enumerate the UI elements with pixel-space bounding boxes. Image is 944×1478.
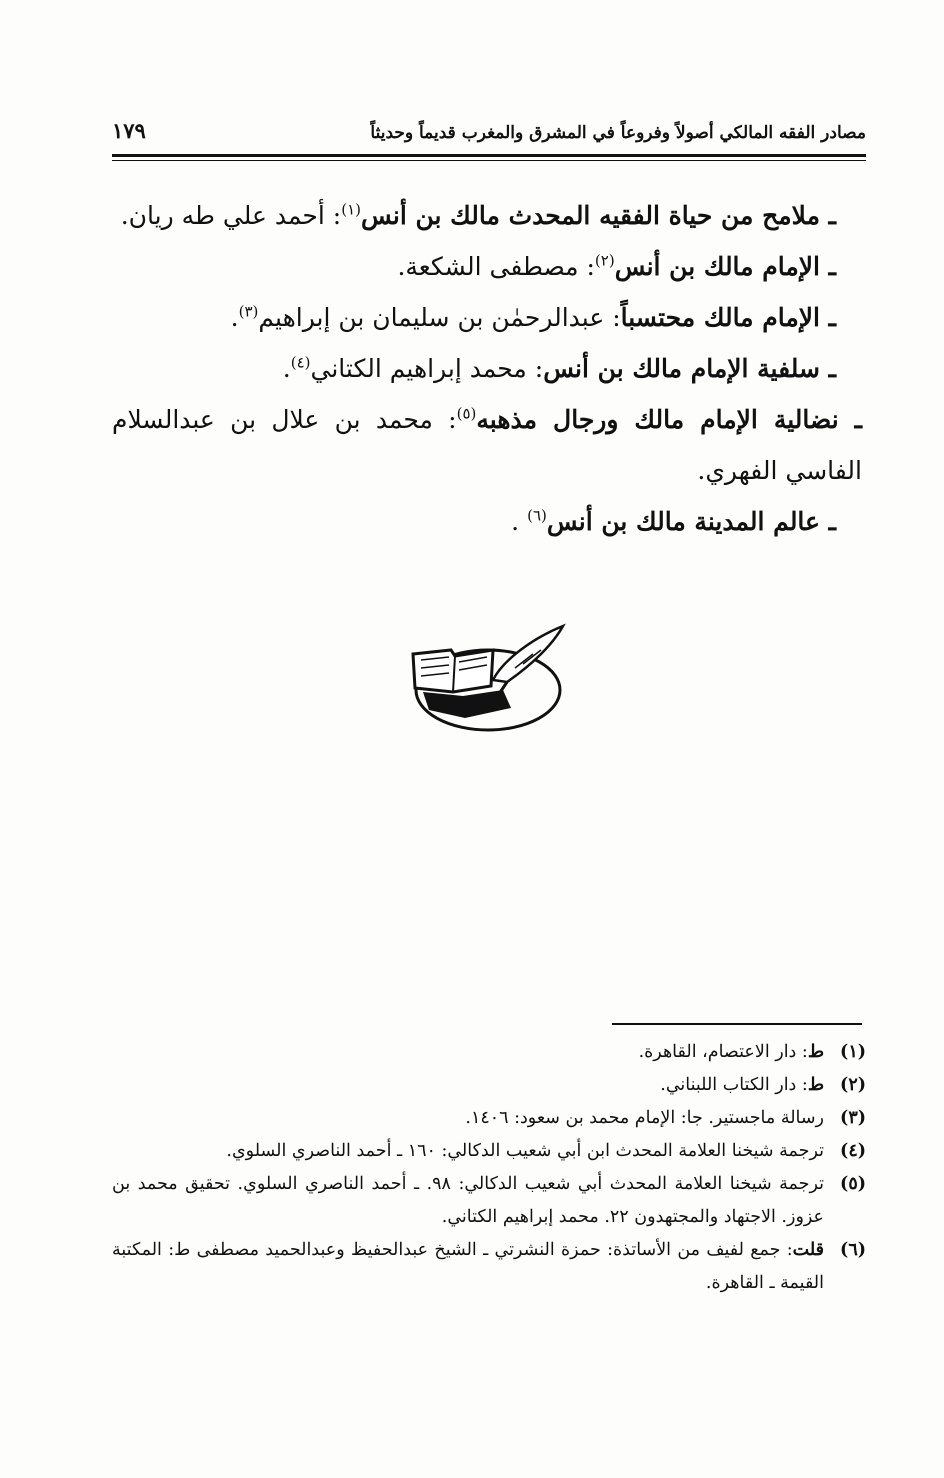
footnote xyxy=(112,1036,866,1069)
entry-title: ـ الإمام مالك محتسباً xyxy=(620,303,836,332)
footnote-text: رسالة ماجستير. جا: الإمام محمد بن سعود: ١٤٠٦. xyxy=(465,1108,824,1128)
footnote-text: ترجمة شيخنا العلامة المحدث أبي شعيب الدكالي: ٩٨. ـ أحمد الناصري السلوي. تحقيق محمد بن عزوز. الاجتهاد والمجتهدون ٢٢. محمد إبراهيم الكتاني. xyxy=(112,1174,824,1227)
open-book-quill-icon xyxy=(403,620,573,740)
footnotes xyxy=(112,1036,866,1300)
footnote-number: (١) xyxy=(840,1042,866,1062)
footnote-label: ط xyxy=(807,1075,824,1095)
footnote xyxy=(112,1135,866,1168)
list-item xyxy=(112,190,862,241)
list-item xyxy=(112,241,862,292)
footnote xyxy=(112,1234,866,1300)
entry-author: : مصطفى الشكعة. xyxy=(397,252,595,281)
footnote-number: (٣) xyxy=(840,1108,866,1128)
footnote-number: (٢) xyxy=(840,1075,866,1095)
entry-author: : أحمد علي طه ريان. xyxy=(120,201,342,230)
footnote-text: ترجمة شيخنا العلامة المحدث ابن أبي شعيب الدكالي: ١٦٠ ـ أحمد الناصري السلوي. xyxy=(226,1141,824,1161)
entry-author: : عبدالرحمٰن بن سليمان بن إبراهيم xyxy=(258,303,621,332)
entry-author: : محمد إبراهيم الكتاني xyxy=(310,354,544,383)
footnote-text: : جمع لفيف من الأساتذة: حمزة النشرتي ـ الشيخ عبدالحفيظ وعبدالحميد مصطفى ط: المكتبة القيمة ـ القاهرة. xyxy=(112,1240,824,1293)
footnote-text: : دار الاعتصام، القاهرة. xyxy=(638,1042,808,1062)
footnote-text: : دار الكتاب اللبناني. xyxy=(660,1075,808,1095)
header-rule-thin xyxy=(112,160,866,161)
footnote-number: (٦) xyxy=(840,1240,866,1260)
entry-title: ـ ملامح من حياة الفقيه المحدث مالك بن أنس xyxy=(361,201,836,230)
entry-author: : محمد بن علال بن عبدالسلام الفاسي الفهري. xyxy=(112,405,862,485)
footnote-ref: (٥) xyxy=(456,404,477,423)
footnote-label: ط xyxy=(807,1042,824,1062)
footnote-ref: (٤) xyxy=(290,353,311,372)
list-item xyxy=(112,343,862,394)
footnote-ref: (١) xyxy=(341,200,361,219)
footnote-ref: (٦) xyxy=(527,506,547,525)
entry-end: . xyxy=(282,354,291,383)
bibliography-list xyxy=(112,190,862,547)
footnote-number: (٥) xyxy=(840,1174,866,1194)
list-item xyxy=(112,394,862,496)
header-rule-thick xyxy=(112,154,866,157)
footnote-ref: (٣) xyxy=(238,302,259,321)
footnote-ref: (٢) xyxy=(594,251,615,270)
entry-end: . xyxy=(230,303,239,332)
page-number: ١٧٩ xyxy=(112,118,146,143)
entry-title: ـ عالم المدينة مالك بن أنس xyxy=(546,507,836,536)
entry-title: ـ سلفية الإمام مالك بن أنس xyxy=(543,354,836,383)
entry-title: ـ الإمام مالك بن أنس xyxy=(614,252,836,281)
footnote-number: (٤) xyxy=(840,1141,866,1161)
entry-author: . xyxy=(511,507,528,536)
footnote xyxy=(112,1168,866,1234)
list-item xyxy=(112,496,862,547)
entry-title: ـ نضالية الإمام مالك ورجال مذهبه xyxy=(476,405,862,434)
list-item xyxy=(112,292,862,343)
page-header xyxy=(112,118,866,143)
footnote-separator xyxy=(612,1023,862,1025)
running-title: مصادر الفقه المالكي أصولاً وفروعاً في المشرق والمغرب قديماً وحديثاً xyxy=(370,123,866,143)
footnote-label: قلت xyxy=(792,1240,824,1260)
footnote xyxy=(112,1102,866,1135)
footnote xyxy=(112,1069,866,1102)
